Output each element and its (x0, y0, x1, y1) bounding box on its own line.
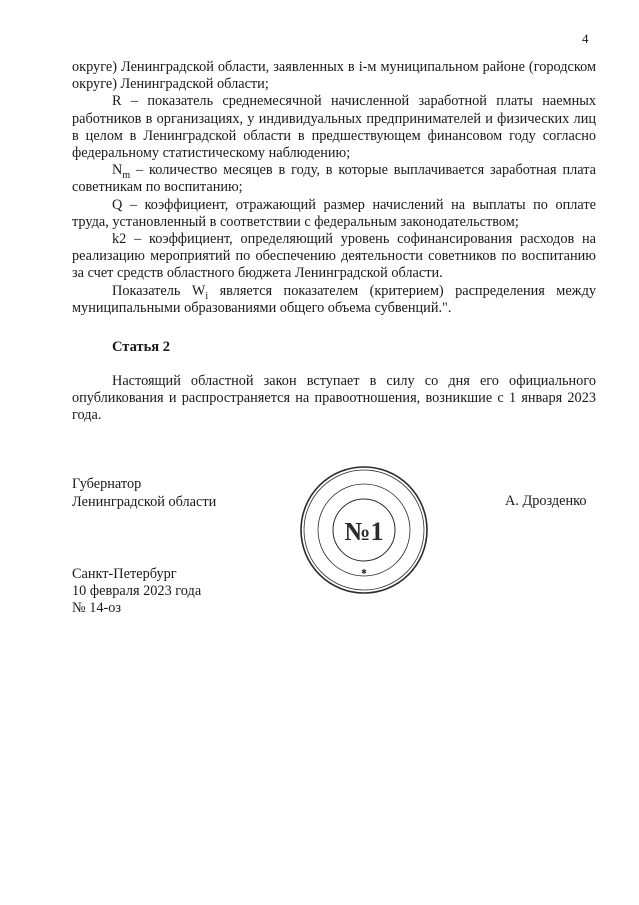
paragraph-continuation: округе) Ленинградской области, заявленных в i-м муниципальном районе (городском округе) Ленинградской области; (72, 59, 596, 93)
article-text: Настоящий областной закон вступает в силу со дня его официального опубликования и распространяется на правоотношения, возникшие с 1 января 2023 года. (72, 373, 596, 424)
seal-star-icon: ✱ (361, 568, 367, 576)
paragraph-wi-prefix: Показатель W (112, 282, 206, 299)
symbol-n: N (112, 162, 123, 179)
law-number: № 14-оз (72, 600, 122, 617)
law-date: 10 февраля 2023 года (72, 583, 202, 600)
paragraph-q-definition: Q – коэффициент, отражающий размер начислений на выплаты по оплате труда, установленный в соответствии с федеральным законодательством; (72, 196, 596, 230)
paragraph-wi-text: является показателем (критерием) распределения между муниципальными образованиями общего объема субвенций.". (72, 282, 596, 316)
document-body (72, 59, 596, 317)
seal-icon (298, 454, 430, 606)
place-date-block (72, 566, 201, 618)
paragraph-nm-text: – количество месяцев в году, в которые выплачивается заработная плата советникам по воспитанию; (72, 162, 596, 196)
signer-title-line2: Ленинградской области (72, 493, 217, 510)
signer-name: А. Дрозденко (505, 493, 587, 509)
official-seal (298, 454, 430, 606)
symbol-subscript-m: m (122, 170, 131, 182)
paragraph-wi-definition (72, 283, 596, 317)
article-heading: Статья 2 (112, 339, 170, 355)
signature-block (72, 476, 216, 511)
paragraph-nm-definition (72, 162, 596, 196)
signer-title-line1: Губернатор (72, 476, 142, 492)
paragraph-r-definition: R – показатель среднемесячной начисленной заработной платы наемных работников в организациях, у индивидуальных предпринимателей и физических лиц в целом в Ленинградской области в предшествующем финансовом году согласно федеральному статистическому наблюдению; (72, 93, 596, 162)
symbol-subscript-i: i (205, 290, 209, 302)
seal-center-number: №1 (344, 517, 384, 546)
paragraph-k2-definition: k2 – коэффициент, определяющий уровень софинансирования расходов на реализацию мероприятий по обеспечению деятельности советников по воспитанию за счет средств областного бюджета Ленинградской области. (72, 231, 596, 282)
page-number: 4 (582, 31, 589, 46)
city: Санкт-Петербург (72, 566, 177, 582)
